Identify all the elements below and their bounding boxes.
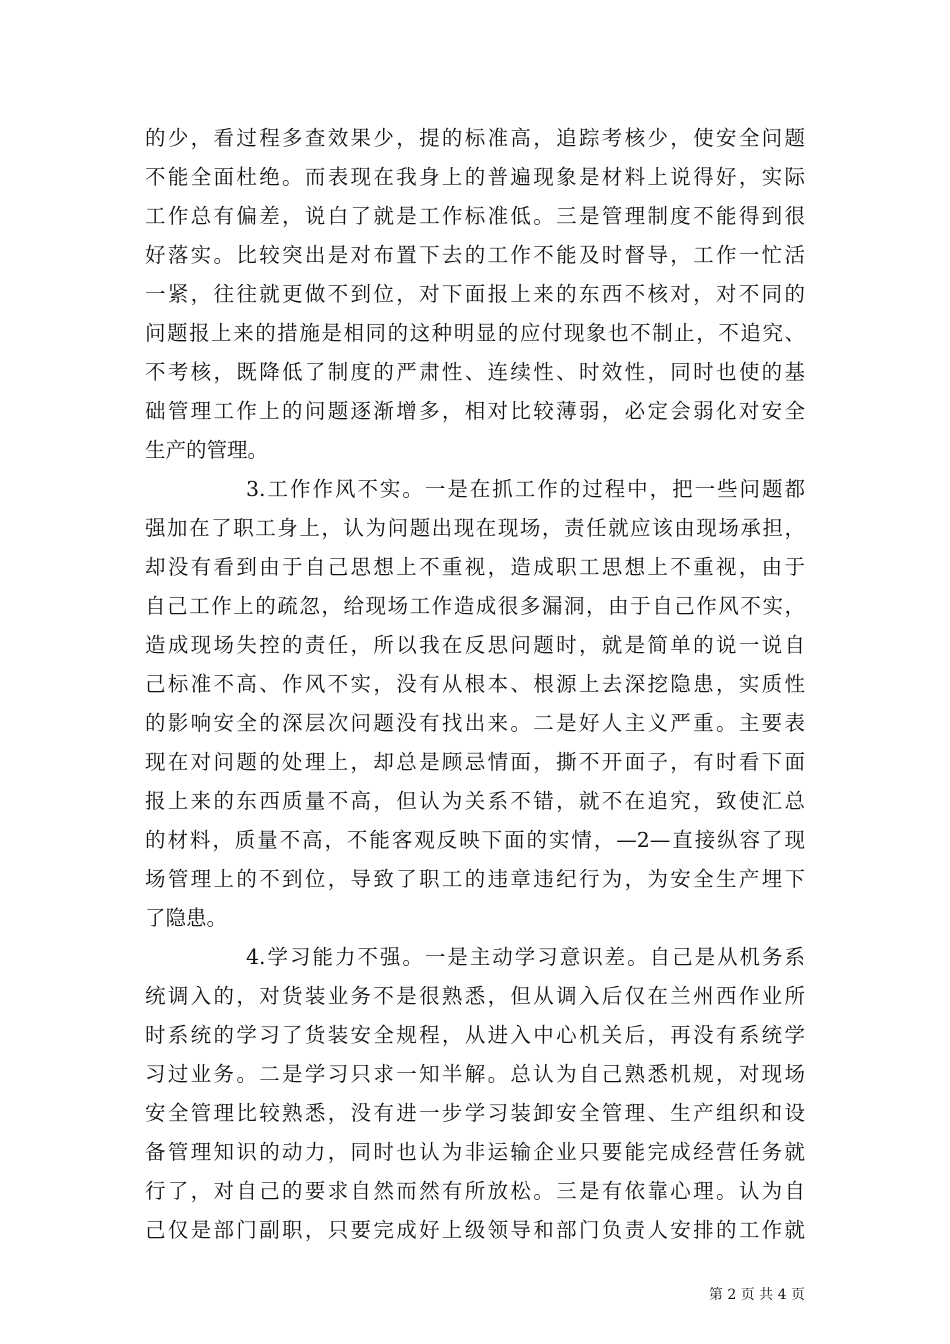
text-line: 强加在了职工身上，认为问题出现在现场，责任就应该由现场承担， — [145, 516, 805, 540]
text-line: 安全管理比较熟悉，没有进一步学习装卸安全管理、生产组织和设 — [145, 1101, 805, 1125]
page-number-footer: 第 2 页 共 4 页 — [708, 1287, 805, 1303]
text-line: 造成现场失控的责任，所以我在反思问题时，就是简单的说一说自 — [145, 633, 805, 657]
text-line: 3.工作作风不实。一是在抓工作的过程中，把一些问题都 — [246, 477, 805, 501]
text-line: 习过业务。二是学习只求一知半解。总认为自己熟悉机规，对现场 — [145, 1062, 805, 1086]
text-line: 生产的管理。 — [145, 438, 268, 462]
text-line: 时系统的学习了货装安全规程，从进入中心机关后，再没有系统学 — [145, 1023, 805, 1047]
text-line: 不考核，既降低了制度的严肃性、连续性、时效性，同时也使的基 — [145, 360, 805, 384]
text-line: 自己工作上的疏忽，给现场工作造成很多漏洞，由于自己作风不实， — [145, 594, 805, 618]
text-line: 础管理工作上的问题逐渐增多，相对比较薄弱，必定会弱化对安全 — [145, 399, 805, 423]
text-line: 备管理知识的动力，同时也认为非运输企业只要能完成经营任务就 — [145, 1140, 805, 1164]
text-line: 行了，对自己的要求自然而然有所放松。三是有依靠心理。认为自 — [145, 1179, 805, 1203]
text-line: 却没有看到由于自己思想上不重视，造成职工思想上不重视，由于 — [145, 555, 805, 579]
text-line: 报上来的东西质量不高，但认为关系不错，就不在追究，致使汇总 — [145, 789, 805, 813]
text-line: 己标准不高、作风不实，没有从根本、根源上去深挖隐患，实质性 — [145, 672, 805, 696]
text-line: 了隐患。 — [145, 906, 227, 930]
text-line: 场管理上的不到位，导致了职工的违章违纪行为，为安全生产埋下 — [145, 867, 805, 891]
text-line: 现在对问题的处理上，却总是顾忌情面，撕不开面子，有时看下面 — [145, 750, 805, 774]
text-line: 4.学习能力不强。一是主动学习意识差。自己是从机务系 — [246, 945, 805, 969]
text-line: 一紧，往往就更做不到位，对下面报上来的东西不核对，对不同的 — [145, 282, 805, 306]
text-line: 好落实。比较突出是对布置下去的工作不能及时督导，工作一忙活 — [145, 243, 805, 267]
text-line: 统调入的，对货装业务不是很熟悉，但从调入后仅在兰州西作业所 — [145, 984, 805, 1008]
text-line: 的影响安全的深层次问题没有找出来。二是好人主义严重。主要表 — [145, 711, 805, 735]
text-line: 不能全面杜绝。而表现在我身上的普遍现象是材料上说得好，实际 — [145, 165, 805, 189]
text-line: 工作总有偏差，说白了就是工作标准低。三是管理制度不能得到很 — [145, 204, 805, 228]
text-line: 的材料，质量不高，不能客观反映下面的实情，—2—直接纵容了现 — [145, 828, 805, 852]
text-line: 己仅是部门副职，只要完成好上级领导和部门负责人安排的工作就 — [145, 1218, 805, 1242]
text-line: 问题报上来的措施是相同的这种明显的应付现象也不制止，不追究、 — [145, 321, 805, 345]
text-line: 的少，看过程多查效果少，提的标准高，追踪考核少，使安全问题 — [145, 126, 805, 150]
